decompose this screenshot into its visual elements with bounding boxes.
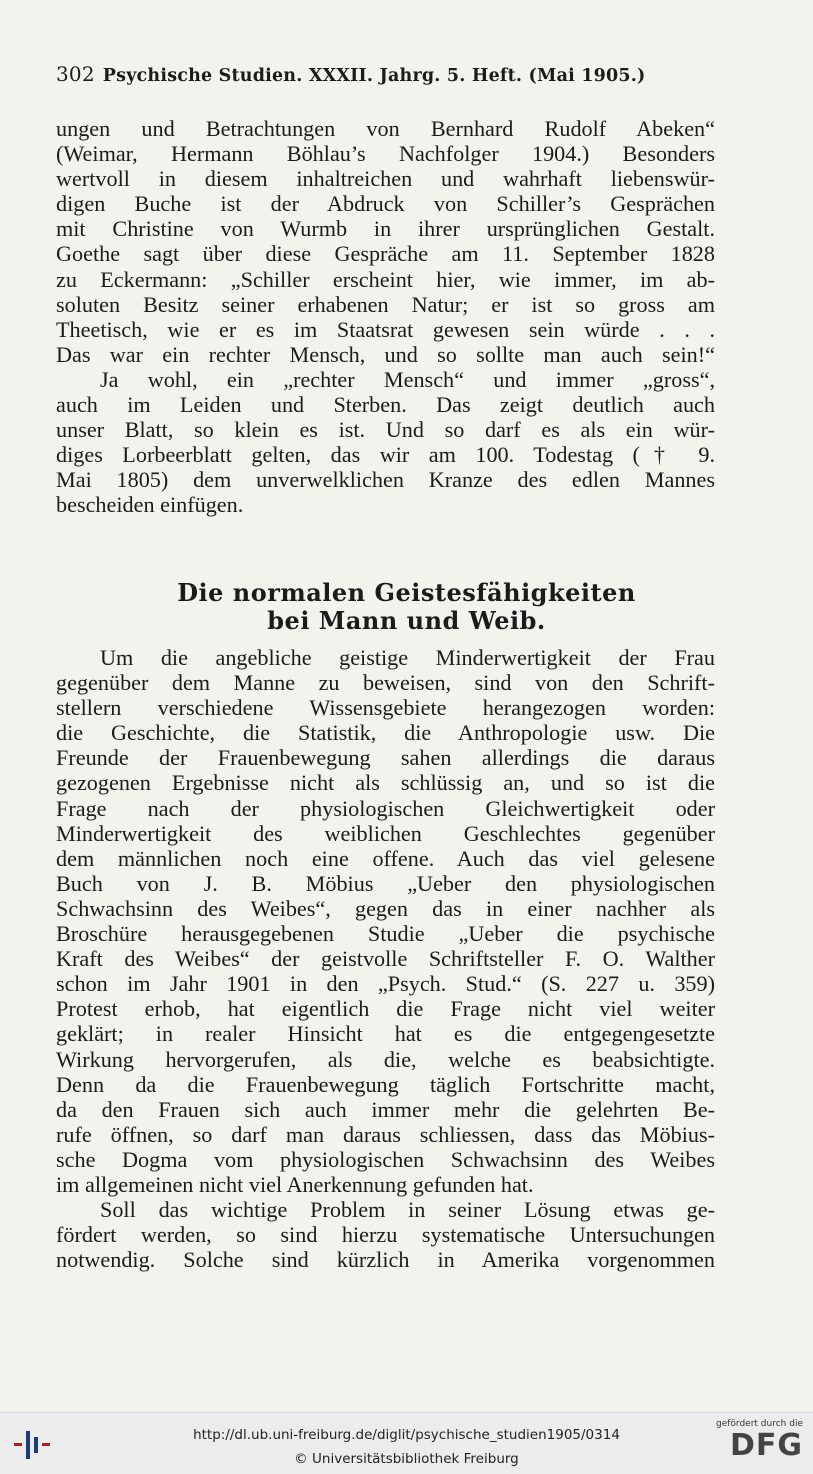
text-line: digen Buche ist der Abdruck von Schiller’s Gesprächen (56, 191, 715, 217)
text-line: fördert werden, so sind hierzu systematische Untersuchungen (56, 1222, 715, 1248)
text-line: Minderwertigkeit des weiblichen Geschlechtes gegenüber (56, 820, 715, 846)
text-line: Theetisch, wie er es im Staatsrat gewesen sein würde . . . (56, 316, 715, 342)
text-line: gegenüber dem Manne zu beweisen, sind von den Schrift- (56, 670, 715, 696)
text-line: Freunde der Frauenbewegung sahen allerdings die daraus (56, 745, 715, 771)
text-line: gezogenen Ergebnisse nicht als schlüssig an, und so ist die (56, 770, 715, 796)
dfg-wordmark: DFG (729, 1428, 803, 1463)
text-line: Wirkung hervorgerufen, als die, welche es beabsichtigte. (56, 1046, 715, 1072)
text-line: zu Eckermann: „Schiller erscheint hier, wie immer, im ab- (56, 266, 715, 292)
text-line: wertvoll in diesem inhaltreichen und wahrhaft liebenswür- (56, 166, 715, 192)
text-line: Goethe sagt über diese Gespräche am 11. September 1828 (56, 241, 715, 267)
heading-line-2: bei Mann und Weib. (267, 606, 546, 635)
viewer-footer (0, 1412, 813, 1474)
text-line: Protest erhob, hat eigentlich die Frage nicht viel weiter (56, 996, 715, 1022)
heading-line-1: Die normalen Geistesfähigkeiten (177, 578, 636, 607)
text-line: geklärt; in realer Hinsicht hat es die entgegengesetzte (56, 1021, 715, 1047)
text-line: schon im Jahr 1901 in den „Psych. Stud.“ (S. 227 u. 359) (56, 971, 715, 997)
text-line: Frage nach der physiologischen Gleichwertigkeit oder (56, 795, 715, 821)
paragraph-block-1 (56, 116, 715, 518)
text-line: stellern verschiedene Wissensgebiete herangezogen worden: (56, 695, 715, 721)
text-line: Das war ein rechter Mensch, und so sollte man auch sein!“ (56, 341, 715, 367)
text-line: Mai 1805) dem unverwelklichen Kranze des edlen Mannes (56, 467, 715, 493)
text-line: (Weimar, Hermann Böhlau’s Nachfolger 1904.) Besonders (56, 141, 715, 167)
text-line: notwendig. Solche sind kürzlich in Amerika vorgenommen (56, 1247, 715, 1273)
text-line: mit Christine von Wurmb in ihrer ursprünglichen Gestalt. (56, 216, 715, 242)
text-line: unser Blatt, so klein es ist. Und so darf es als ein wür- (56, 417, 715, 443)
running-head (56, 62, 716, 86)
section-heading (0, 579, 813, 635)
text-line: diges Lorbeerblatt gelten, das wir am 100. Todestag († 9. (56, 442, 715, 468)
text-line: Schwachsinn des Weibes“, gegen das in einer nachher als (56, 895, 715, 921)
running-title: Psychische Studien. XXXII. Jahrg. 5. Heft. (Mai 1905.) (102, 66, 646, 86)
copyright-text: © Universitätsbibliothek Freiburg (294, 1451, 519, 1467)
text-line: die Geschichte, die Statistik, die Anthropologie usw. Die (56, 720, 715, 746)
text-line: Soll das wichtige Problem in seiner Lösung etwas ge- (100, 1197, 715, 1223)
text-line: Ja wohl, ein „rechter Mensch“ und immer „gross“, (100, 366, 715, 392)
text-line: Buch von J. B. Möbius „Ueber den physiologischen (56, 870, 715, 896)
text-line: Kraft des Weibes“ der geistvolle Schriftsteller F. O. Walther (56, 946, 715, 972)
text-line: rufe öffnen, so darf man daraus schliessen, dass das Möbius- (56, 1121, 715, 1147)
text-line: sche Dogma vom physiologischen Schwachsinn des Weibes (56, 1146, 715, 1172)
page-number: 302 (56, 62, 95, 86)
dfg-logo (715, 1419, 803, 1471)
text-line: da den Frauen sich auch immer mehr die gelehrten Be- (56, 1096, 715, 1122)
text-line: Um die angebliche geistige Minderwertigkeit der Frau (100, 645, 715, 670)
text-line: im allgemeinen nicht viel Anerkennung gefunden hat. (56, 1171, 534, 1197)
text-line: dem männlichen noch eine offene. Auch das viel gelesene (56, 845, 715, 871)
permalink-link[interactable]: http://dl.ub.uni-freiburg.de/diglit/psychische_studien1905/0314 (193, 1427, 620, 1443)
text-line: ungen und Betrachtungen von Bernhard Rudolf Abeken“ (56, 116, 715, 141)
dfg-tagline: gefördert durch die (716, 1419, 803, 1429)
paragraph-block-2 (56, 645, 715, 1272)
text-line: bescheiden einfügen. (56, 492, 244, 518)
text-line: soluten Besitz seiner erhabenen Natur; er ist so gross am (56, 291, 715, 317)
text-line: Denn da die Frauenbewegung täglich Fortschritte macht, (56, 1071, 715, 1097)
text-line: auch im Leiden und Sterben. Das zeigt deutlich auch (56, 392, 715, 418)
text-line: Broschüre herausgegebenen Studie „Ueber die psychische (56, 921, 715, 947)
